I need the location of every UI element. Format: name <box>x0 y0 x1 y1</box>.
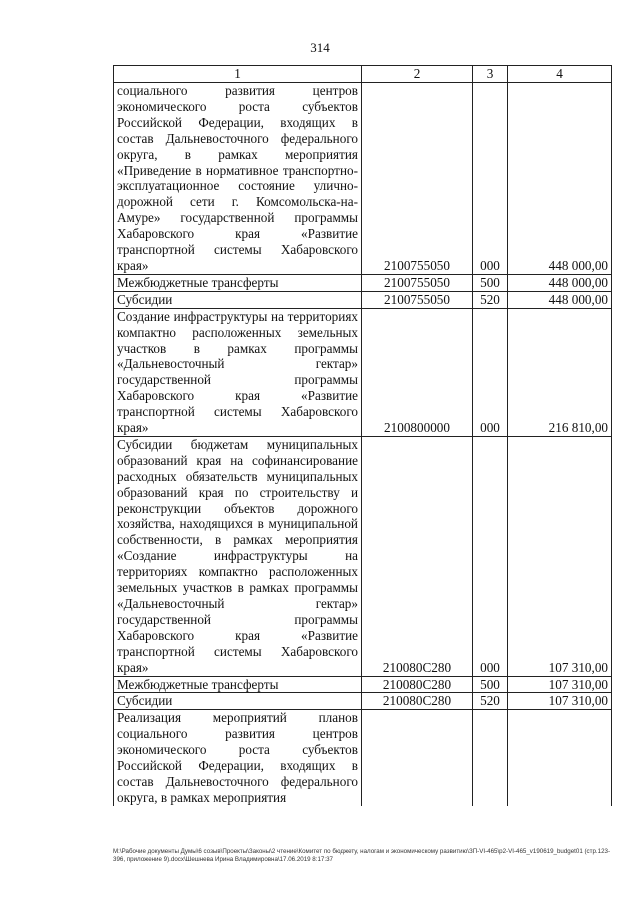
row-target-code <box>362 710 473 806</box>
row-expense-type: 520 <box>473 291 508 308</box>
row-amount: 448 000,00 <box>508 83 612 275</box>
row-target-code: 2100800000 <box>362 308 473 436</box>
row-amount: 448 000,00 <box>508 291 612 308</box>
row-expense-type: 500 <box>473 676 508 693</box>
row-amount <box>508 710 612 806</box>
row-name: социального развития центров экономического роста субъектов Российской Федерации, входящих в состав Дальневосточного федерального округа, в рамках мероприятия «Приведение в нормативное транспортно-эксплуатационное состояние улично-дорожной сети г. Комсомольска-на-Амуре» государственной программы Хабаровского края «Развитие транспортной системы Хабаровского края» <box>114 83 362 275</box>
row-expense-type: 000 <box>473 436 508 676</box>
row-name: Субсидии <box>114 693 362 710</box>
column-header-1: 1 <box>114 66 362 83</box>
row-amount: 107 310,00 <box>508 676 612 693</box>
row-amount: 216 810,00 <box>508 308 612 436</box>
budget-table <box>113 65 612 806</box>
table-row <box>114 291 612 308</box>
row-expense-type: 500 <box>473 274 508 291</box>
row-target-code: 210080С280 <box>362 676 473 693</box>
row-name: Реализация мероприятий планов социального развития центров экономического роста субъектов Российской Федерации, входящих в состав Дальневосточного федерального округа, в рамках мероприятия <box>114 710 362 806</box>
row-amount: 448 000,00 <box>508 274 612 291</box>
row-name: Создание инфраструктуры на территориях компактно расположенных земельных участков в рамках программы «Дальневосточный гектар» государственной программы Хабаровского края «Развитие транспортной системы Хабаровского края» <box>114 308 362 436</box>
row-target-code: 210080С280 <box>362 693 473 710</box>
row-expense-type: 520 <box>473 693 508 710</box>
row-expense-type <box>473 710 508 806</box>
table-row <box>114 436 612 676</box>
table-row <box>114 676 612 693</box>
row-target-code: 2100755050 <box>362 83 473 275</box>
row-target-code: 210080С280 <box>362 436 473 676</box>
row-expense-type: 000 <box>473 83 508 275</box>
row-name: Субсидии <box>114 291 362 308</box>
column-header-2: 2 <box>362 66 473 83</box>
row-name: Субсидии бюджетам муниципальных образований края на софинансирование расходных обязательств муниципальных образований края по строительству и реконструкции объектов дорожного хозяйства, находящихся в муниципальной собственности, в рамках мероприятия «Создание инфраструктуры на территориях компактно расположенных земельных участков в рамках программы «Дальневосточный гектар» государственной программы Хабаровского края «Развитие транспортной системы Хабаровского края» <box>114 436 362 676</box>
row-expense-type: 000 <box>473 308 508 436</box>
column-header-3: 3 <box>473 66 508 83</box>
table-row <box>114 693 612 710</box>
table-row <box>114 274 612 291</box>
file-path-footer: M:\Рабочие документы Думы\6 созыв\Проекты\Законы\2 чтение\Комитет по бюджету, налогам и экономическому развитию\ЗП-VI-465\р2-VI-465_v190619_budget01 (стр.123-396, приложение 9).docx\Шешнева Ирина Владимировна\17.06.2019 8:17:37 <box>113 848 611 863</box>
table-row <box>114 308 612 436</box>
table-row <box>114 710 612 806</box>
table-header-row <box>114 66 612 83</box>
table-row <box>114 83 612 275</box>
row-target-code: 2100755050 <box>362 291 473 308</box>
row-name: Межбюджетные трансферты <box>114 676 362 693</box>
row-amount: 107 310,00 <box>508 436 612 676</box>
page-number: 314 <box>310 40 330 55</box>
row-target-code: 2100755050 <box>362 274 473 291</box>
row-amount: 107 310,00 <box>508 693 612 710</box>
row-name: Межбюджетные трансферты <box>114 274 362 291</box>
column-header-4: 4 <box>508 66 612 83</box>
